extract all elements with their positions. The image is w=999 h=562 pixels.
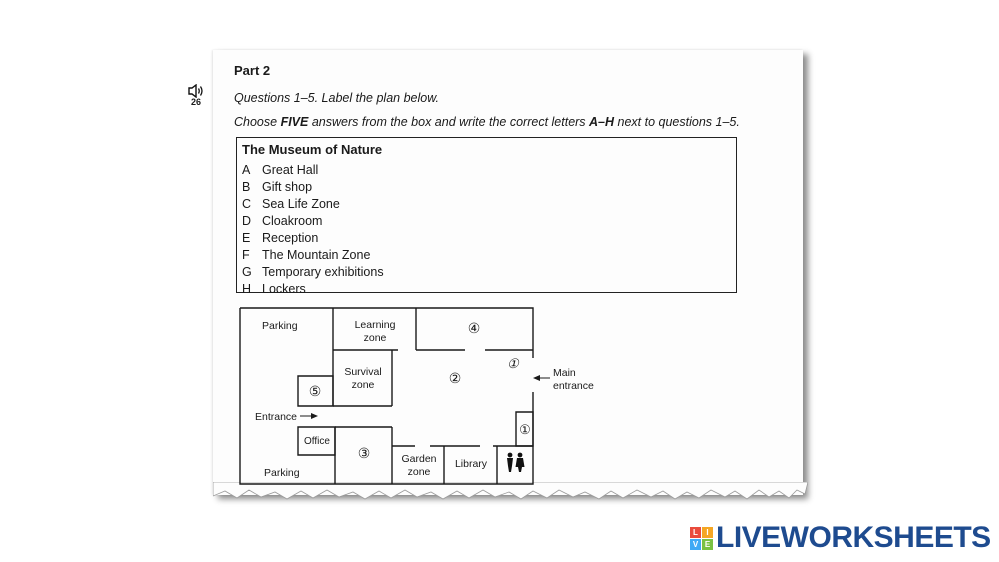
library-label: Library bbox=[454, 458, 488, 470]
marker-5: ⑤ bbox=[308, 383, 322, 399]
option-text: Cloakroom bbox=[262, 214, 323, 228]
option-item bbox=[242, 281, 384, 298]
speaker-icon bbox=[187, 84, 205, 98]
option-letter: A bbox=[242, 163, 251, 177]
option-text: The Mountain Zone bbox=[262, 248, 371, 262]
marker-1-corridor: ① bbox=[507, 356, 519, 371]
choose-bold-letters: A–H bbox=[589, 115, 615, 129]
option-letter: G bbox=[242, 265, 252, 279]
main-entrance-label-2: entrance bbox=[553, 380, 594, 392]
option-letter: H bbox=[242, 282, 252, 296]
option-item bbox=[242, 179, 384, 196]
part-title: Part 2 bbox=[234, 63, 271, 78]
option-item bbox=[242, 247, 384, 264]
option-text: Great Hall bbox=[262, 163, 319, 177]
options-list bbox=[242, 162, 384, 298]
parking-bottom-label: Parking bbox=[264, 467, 300, 479]
marker-2: ② bbox=[448, 370, 462, 386]
parking-top-label: Parking bbox=[262, 320, 298, 332]
logo-wordmark: LIVEWORKSHEETS bbox=[716, 521, 991, 554]
survival-zone-label-1: Survival bbox=[344, 366, 382, 378]
option-letter: B bbox=[242, 180, 251, 194]
option-item bbox=[242, 196, 384, 213]
audio-track-number: 26 bbox=[190, 97, 201, 107]
choose-text-3: next to questions 1–5. bbox=[614, 115, 740, 129]
options-box-title: The Museum of Nature bbox=[242, 142, 383, 157]
choose-text-1: Choose bbox=[234, 115, 281, 129]
entrance-label: Entrance bbox=[255, 411, 298, 423]
marker-3: ③ bbox=[357, 445, 371, 461]
garden-zone-label-2: zone bbox=[407, 466, 431, 478]
audio-track[interactable] bbox=[184, 84, 208, 107]
survival-zone-label-2: zone bbox=[351, 379, 375, 391]
options-box bbox=[236, 137, 737, 296]
option-text: Reception bbox=[262, 231, 319, 245]
logo-tile: L bbox=[690, 527, 701, 538]
option-item bbox=[242, 213, 384, 230]
learning-zone-label-1: Learning bbox=[354, 319, 396, 331]
logo-tile: V bbox=[690, 539, 701, 550]
learning-zone-label-2: zone bbox=[363, 332, 387, 344]
marker-1-room: ① bbox=[519, 422, 531, 437]
option-letter: E bbox=[242, 231, 251, 245]
marker-4: ④ bbox=[467, 320, 481, 336]
option-text: Temporary exhibitions bbox=[262, 265, 384, 279]
garden-zone-label-1: Garden bbox=[401, 453, 437, 465]
logo-tile: I bbox=[702, 527, 713, 538]
option-item bbox=[242, 162, 384, 179]
option-letter: D bbox=[242, 214, 252, 228]
torn-edge bbox=[213, 482, 808, 512]
option-text: Gift shop bbox=[262, 180, 313, 194]
liveworksheets-logo[interactable] bbox=[690, 521, 991, 555]
option-letter: C bbox=[242, 197, 252, 211]
option-text: Lockers bbox=[262, 282, 306, 296]
option-letter: F bbox=[242, 248, 250, 262]
questions-instruction: Questions 1–5. Label the plan below. bbox=[234, 91, 440, 105]
office-label: Office bbox=[304, 436, 330, 447]
option-item bbox=[242, 264, 384, 281]
choose-instruction bbox=[234, 115, 740, 129]
logo-tiles-icon bbox=[690, 527, 713, 550]
option-item bbox=[242, 230, 384, 247]
main-entrance-label-1: Main bbox=[553, 367, 576, 379]
option-text: Sea Life Zone bbox=[262, 197, 340, 211]
choose-text-2: answers from the box and write the correct letters bbox=[308, 115, 590, 129]
logo-tile: E bbox=[702, 539, 713, 550]
choose-bold-five: FIVE bbox=[280, 115, 309, 129]
